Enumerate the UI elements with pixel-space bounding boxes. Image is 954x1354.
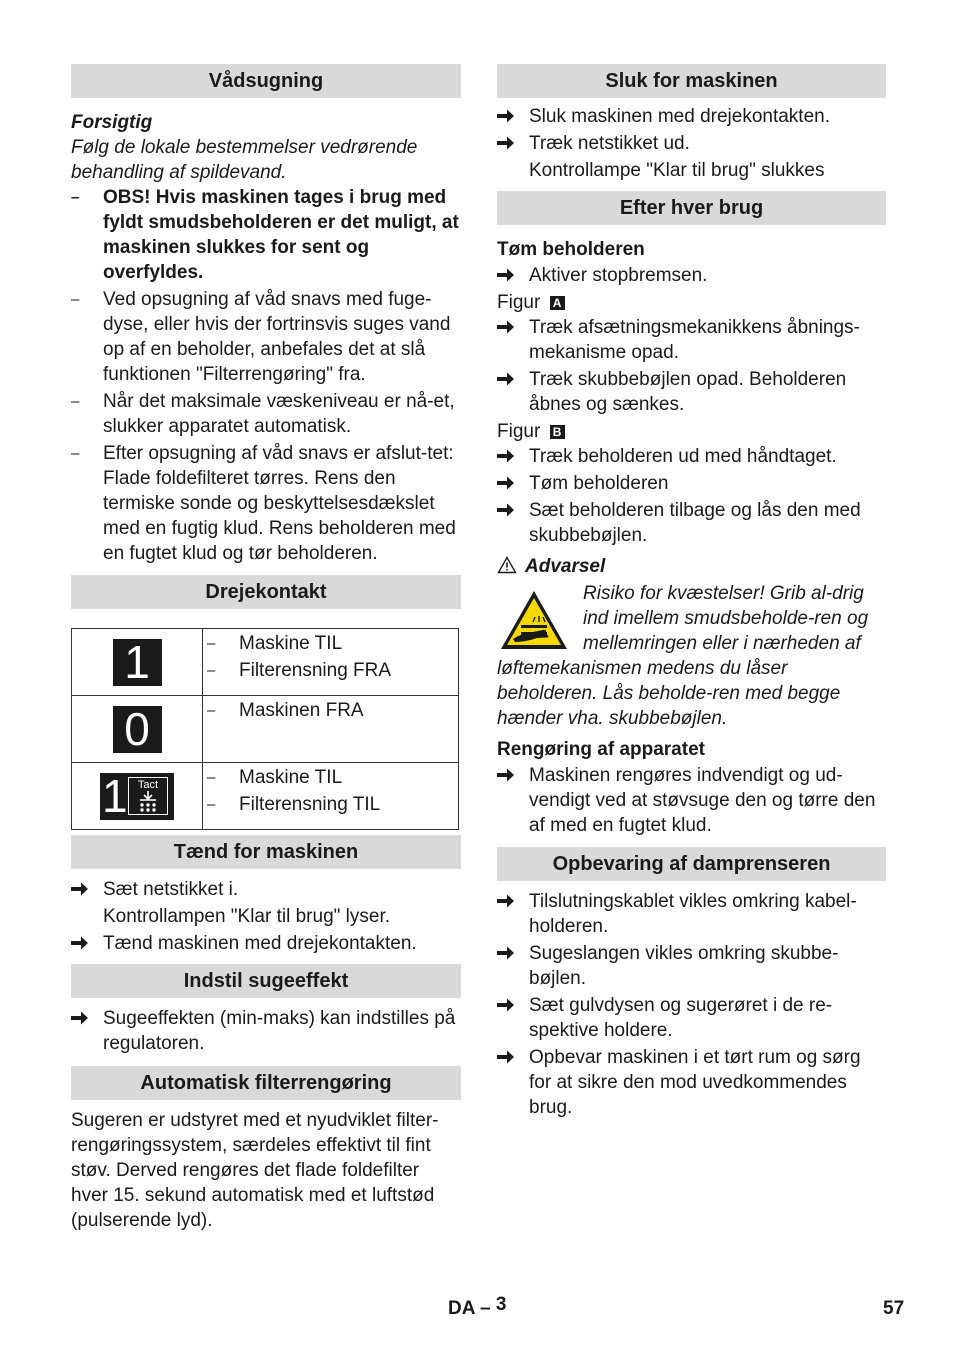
instruction-step <box>497 993 886 1043</box>
arrow-icon <box>497 997 515 1013</box>
section-header-taend: Tænd for maskinen <box>71 835 461 869</box>
section-header-vaadsugning: Vådsugning <box>71 64 461 98</box>
arrow-icon <box>497 108 515 124</box>
arrow-icon <box>497 945 515 961</box>
section-header-opbevaring: Opbevaring af damprenseren <box>497 847 886 881</box>
arrow-icon <box>497 475 515 491</box>
instruction-step <box>71 931 461 956</box>
instruction-step <box>497 104 886 129</box>
switch-position-0-icon: 0 <box>113 706 162 753</box>
arrow-icon <box>497 767 515 783</box>
arrow-icon <box>497 502 515 518</box>
switch-symbol-cell <box>72 696 203 763</box>
step-text: Træk skubbebøjlen opad. Beholderen åbnes og sænkes. <box>529 369 847 415</box>
arrow-icon <box>497 1049 515 1065</box>
switch-symbol-cell <box>72 629 203 696</box>
step-text: Sugeslangen vikles omkring skubbe-bøjlen. <box>529 943 839 989</box>
switch-position-1-tact-icon <box>100 769 174 822</box>
arrow-icon <box>497 371 515 387</box>
figure-word: Figur <box>497 292 541 313</box>
table-row <box>72 696 459 763</box>
tact-box <box>128 777 168 815</box>
footer-language: DA <box>448 1298 475 1319</box>
instruction-step <box>497 498 886 548</box>
footer-dash: – <box>480 1298 491 1319</box>
step-text: Opbevar maskinen i et tørt rum og sørg for at sikre den mod uvedkommendes brug. <box>529 1047 861 1118</box>
switch-line: – Filterensning TIL <box>207 791 458 818</box>
step-text: Aktiver stopbremsen. <box>529 265 708 286</box>
table-row <box>72 629 459 696</box>
footer-section-number: 3 <box>495 1294 507 1315</box>
step-note: Kontrollampen "Klar til brug" lyser. <box>103 906 391 927</box>
caution-title: Forsigtig <box>71 112 153 133</box>
figure-word: Figur <box>497 421 541 442</box>
figure-letter-a: A <box>550 296 565 310</box>
instruction-step <box>497 263 886 288</box>
step-text: Træk afsætningsmekanikkens åbnings-mekanisme opad. <box>529 317 860 363</box>
section-header-sluk: Sluk for maskinen <box>497 64 886 98</box>
step-text: Tilslutningskablet vikles omkring kabel-holderen. <box>529 891 857 937</box>
page-number: 57 <box>883 1298 905 1319</box>
warning-triangle-icon <box>497 556 517 574</box>
subheading: Tøm beholderen <box>497 239 645 260</box>
switch-symbol-cell <box>72 763 203 830</box>
footer-section-label <box>448 1296 506 1321</box>
table-row <box>72 763 459 830</box>
instruction-step <box>71 877 461 902</box>
figure-reference <box>497 290 886 315</box>
warning-text: Risiko for kvæstelser! Grib al-drig ind imellem smudsbeholde-ren og mellemringen eller i nærheden af løftemekanismen medens du låser beholderen. Lås beholde-ren med begge hænder vha. skubbebøjlen. <box>497 583 869 729</box>
step-text: Sæt gulvdysen og sugerøret i de re-spektive holdere. <box>529 995 833 1041</box>
caution-text: Følg de lokale bestemmelser vedrørende behandling af spildevand. <box>71 137 418 183</box>
arrow-icon <box>71 935 89 951</box>
step-note: Kontrollampe "Klar til brug" slukkes <box>529 160 825 181</box>
switch-line: – Maskinen FRA <box>207 697 458 724</box>
subheading: Rengøring af apparatet <box>497 739 705 760</box>
tact-label: Tact <box>137 778 159 791</box>
instruction-step <box>71 1006 461 1056</box>
hand-crush-warning-icon <box>499 589 569 651</box>
instruction-step <box>497 471 886 496</box>
warning-block <box>497 581 886 731</box>
section-header-filterrengoering: Automatisk filterrengøring <box>71 1066 461 1100</box>
section-header-drejekontakt: Drejekontakt <box>71 575 461 609</box>
arrow-icon <box>71 1010 89 1026</box>
step-text: Sugeeffekten (min-maks) kan indstilles på regulatoren. <box>103 1008 456 1054</box>
figure-letter-b: B <box>550 425 565 439</box>
step-text: Træk beholderen ud med håndtaget. <box>529 446 837 467</box>
step-text: Sæt netstikket i. <box>103 879 239 900</box>
left-column <box>71 64 461 1233</box>
switch-line: – Maskine TIL <box>207 630 458 657</box>
arrow-icon <box>497 893 515 909</box>
section-header-sugeeffekt: Indstil sugeeffekt <box>71 964 461 998</box>
section-header-efter-hver-brug: Efter hver brug <box>497 191 886 225</box>
warning-title: Advarsel <box>525 556 606 577</box>
instruction-step <box>497 367 886 417</box>
switch-line: – Filterensning FRA <box>207 657 458 684</box>
figure-reference <box>497 419 886 444</box>
instruction-step <box>497 889 886 939</box>
switch-description-cell <box>203 629 459 696</box>
arrow-icon <box>497 319 515 335</box>
step-text: Træk netstikket ud. <box>529 133 690 154</box>
list-item: – Når det maksimale væskeniveau er nå-et, slukker apparatet automatisk. <box>71 389 461 439</box>
list-item: – Ved opsugning af våd snavs med fuge-dyse, eller hvis der fortrinsvis suges vand op af en beholder, anbefales det at slå funktionen "Filterrengøring" fra. <box>71 287 461 387</box>
step-text: Maskinen rengøres indvendigt og ud-vendigt ved at støvsuge den og tørre den af med en fugtet klud. <box>529 765 876 836</box>
instruction-step <box>497 131 886 156</box>
arrow-icon <box>497 135 515 151</box>
paragraph: Sugeren er udstyret med et nyudviklet filter-rengøringssystem, særdeles effektivt til fint støv. Derved rengøres det flade foldefilter hver 15. sekund automatisk med et luftstød (pulserende lyd). <box>71 1110 439 1231</box>
arrow-icon <box>497 267 515 283</box>
switch-description-cell <box>203 763 459 830</box>
step-text: Sluk maskinen med drejekontakten. <box>529 106 830 127</box>
list-item: – OBS! Hvis maskinen tages i brug med fyldt smudsbeholderen er det muligt, at maskinen slukkes for sent og overfyldes. <box>71 185 461 285</box>
switch-description-cell <box>203 696 459 763</box>
instruction-step <box>497 444 886 469</box>
instruction-step <box>497 941 886 991</box>
step-text: Sæt beholderen tilbage og lås den med skubbebøjlen. <box>529 500 861 546</box>
warning-heading <box>497 554 886 579</box>
switch-table <box>71 628 459 830</box>
right-column <box>497 64 886 1120</box>
instruction-step <box>497 1045 886 1120</box>
instruction-step <box>497 763 886 838</box>
step-text: Tænd maskinen med drejekontakten. <box>103 933 417 954</box>
arrow-icon <box>71 881 89 897</box>
switch-position-1-icon: 1 <box>113 639 162 686</box>
switch-line: – Maskine TIL <box>207 764 458 791</box>
switch-symbol-digit: 1 <box>102 769 128 822</box>
instruction-step <box>497 315 886 365</box>
list-item: – Efter opsugning af våd snavs er afslut-tet: Flade foldefilteret tørres. Rens den termiske sonde og beskyttelsesdækslet med en fugtig klud. Rens beholderen med en fugtet klud og tør beholderen. <box>71 441 461 566</box>
filter-pulse-icon <box>129 790 167 814</box>
step-text: Tøm beholderen <box>529 473 669 494</box>
arrow-icon <box>497 448 515 464</box>
